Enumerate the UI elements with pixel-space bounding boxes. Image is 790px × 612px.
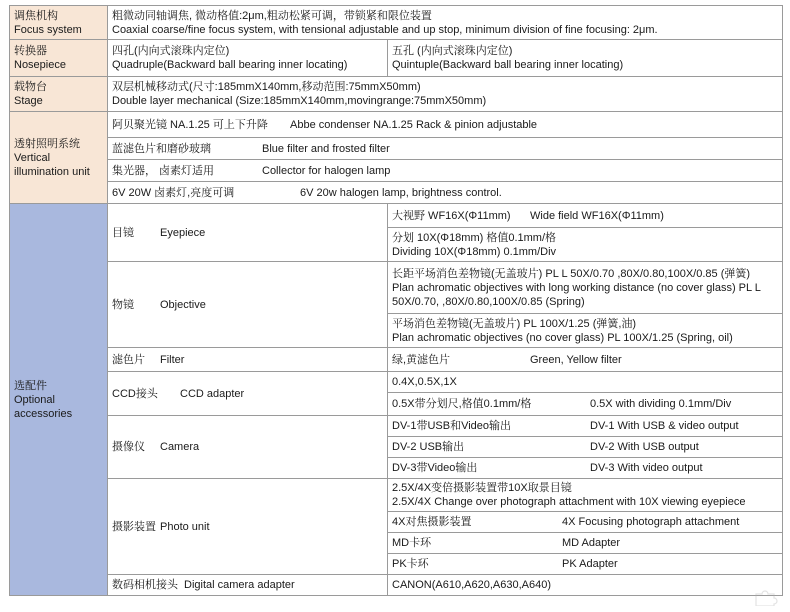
illumination-label-en2: illumination unit [14,165,90,178]
photo-row-en: 4X Focusing photograph attachment [562,516,740,528]
nosepiece-quadruple [108,40,388,77]
illumination-row-en: Collector for halogen lamp [262,164,391,177]
illumination-row-cn: 蓝滤色片和磨砂玻璃 [112,142,211,155]
eyepiece-wide-field [388,204,783,228]
eyepiece-label [108,204,388,262]
illumination-row-en: Abbe condenser NA.1.25 Rack & pinion adjustable [290,118,538,131]
illumination-row [108,182,783,204]
digital-camera-label-en: Digital camera adapter [184,579,295,591]
objective-label [108,262,388,348]
camera-row-en: DV-1 With USB & video output [590,420,739,432]
ccd-label-cn: CCD接头 [112,387,158,400]
digital-camera-label [108,575,388,596]
ccd-row-en: 0.5X with dividing 0.1mm/Div [590,398,732,410]
illumination-row [108,112,783,138]
illumination-label-en1: Vertical [14,151,51,164]
filter-value-cn: 绿,黄滤色片 [392,353,451,366]
objective-long-distance [388,262,783,314]
stage-desc [108,77,783,112]
camera-row-cn: DV-2 USB输出 [392,441,465,453]
nosepiece-label-cn: 转换器 [14,45,47,57]
stage-label-en: Stage [14,95,43,107]
camera-label-cn: 摄像仪 [112,441,145,453]
illumination-row-cn: 阿贝聚光镜 NA.1.25 可上下升降 [112,118,268,131]
photo-row-cn: 4X对焦摄影装置 [392,516,472,528]
photo-unit-label-cn: 摄影装置 [112,520,156,533]
eyepiece-wf-cn: 大视野 WF16X(Φ11mm) [392,209,511,222]
camera-row-cn: DV-3带Video输出 [392,462,478,474]
photo-unit-label [108,479,388,575]
camera-label-en: Camera [160,441,200,453]
ccd-row-value: 0.4X,0.5X,1X [392,376,457,388]
eyepiece-wf-en: Wide field WF16X(Φ11mm) [530,209,664,222]
illumination-label-cn: 透射照明系统 [14,137,80,150]
objective-plan-cn: 平场消色差物镜(无盖玻片) PL 100X/1.25 (弹簧,油) [392,317,637,330]
camera-row-en: DV-2 With USB output [590,441,699,453]
camera-row [388,437,783,458]
photo-row [388,533,783,554]
stage-desc-cn: 双层机械移动式(尺寸:185mmX140mm,移动范围:75mmX50mm) [112,81,421,93]
photo-row-cn: PK卡环 [392,558,429,570]
digital-camera-value-text: CANON(A610,A620,A630,A640) [392,579,551,591]
ccd-label-en: CCD adapter [180,387,245,400]
objective-plan-en: Plan achromatic objectives (no cover glass) PL 100X/1.25 (Spring, oil) [392,331,733,344]
focus-label [10,6,108,40]
photo-change-over [388,479,783,512]
photo-unit-label-en: Photo unit [160,520,210,533]
objective-plan [388,314,783,348]
camera-row [388,416,783,437]
ccd-row [388,393,783,416]
photo-row-en: PK Adapter [562,558,618,570]
objective-long-cn: 长距平场消色差物镜(无盖玻片) PL L 50X/0.70 ,80X/0.80,100X/0.85 (弹簧) [392,267,751,280]
camera-row-en: DV-3 With video output [590,462,703,474]
photo-row-cn: MD卡环 [392,537,432,549]
optional-label [10,204,108,596]
illumination-label [10,112,108,204]
illumination-row-cn: 6V 20W 卤素灯,亮度可调 [112,186,235,199]
stage-label-cn: 载物台 [14,81,47,93]
photo-row [388,512,783,533]
nosepiece-label-en: Nosepiece [14,59,66,71]
objective-long-en1: Plan achromatic objectives with long working distance (no cover glass) PL L [392,281,761,294]
filter-label-en: Filter [160,353,185,366]
filter-label [108,348,388,372]
illumination-row-en: 6V 20w halogen lamp, brightness control. [300,186,502,199]
nosepiece-label [10,40,108,77]
photo-change-en: 2.5X/4X Change over photograph attachment with 10X viewing eyepiece [392,496,746,508]
nosepiece-quin-en: Quintuple(Backward ball bearing inner locating) [392,59,624,71]
illumination-row-cn: 集光器， 卤素灯适用 [112,164,215,177]
nosepiece-quintuple [388,40,783,77]
objective-long-en2: 50X/0.70, ,80X/0.80,100X/0.85 (Spring) [392,295,585,308]
eyepiece-div-cn: 分划 10X(Φ18mm) 格值0.1mm/格 [392,231,557,244]
digital-camera-value [388,575,783,596]
ccd-label [108,372,388,416]
focus-desc-en: Coaxial coarse/fine focus system, with tensional adjustable and up stop, minimum division of fine focusing: 2μm. [112,23,658,36]
camera-label [108,416,388,479]
optional-label-en2: accessories [14,407,73,420]
filter-value-en: Green, Yellow filter [530,353,622,366]
objective-label-en: Objective [160,298,206,311]
focus-label-cn: 调焦机构 [14,9,58,22]
optional-label-cn: 选配件 [14,379,47,392]
spec-table [9,5,783,596]
nosepiece-quad-en: Quadruple(Backward ball bearing inner locating) [112,59,348,71]
filter-label-cn: 滤色片 [112,353,145,366]
illumination-row [108,138,783,160]
focus-desc [108,6,783,40]
eyepiece-dividing [388,228,783,262]
puzzle-watermark-icon [754,588,784,606]
photo-row-en: MD Adapter [562,537,621,549]
camera-row [388,458,783,479]
ccd-row-cn: 0.5X带分划尺,格值0.1mm/格 [392,398,532,410]
digital-camera-label-cn: 数码相机接头 [112,579,178,591]
objective-label-cn: 物镜 [112,298,134,311]
eyepiece-label-en: Eyepiece [160,226,206,239]
illumination-row-en: Blue filter and frosted filter [262,142,390,155]
focus-label-en: Focus system [14,23,82,36]
illumination-row [108,160,783,182]
nosepiece-quad-cn: 四孔(内向式滚珠内定位) [112,45,230,57]
nosepiece-quin-cn: 五孔 (内向式滚珠内定位) [392,45,513,57]
stage-label [10,77,108,112]
filter-value [388,348,783,372]
ccd-row [388,372,783,393]
optional-label-en1: Optional [14,393,55,406]
camera-row-cn: DV-1带USB和Video输出 [392,420,512,432]
photo-change-cn: 2.5X/4X变倍摄影装置带10X取景目镜 [392,482,572,494]
focus-desc-cn: 粗微动同轴调焦, 微动格值:2μm,粗动松紧可调，带锁紧和限位装置 [112,9,432,22]
photo-row [388,554,783,575]
eyepiece-label-cn: 目镜 [112,226,134,239]
eyepiece-div-en: Dividing 10X(Φ18mm) 0.1mm/Div [392,245,557,258]
stage-desc-en: Double layer mechanical (Size:185mmX140mm,movingrange:75mmX50mm) [112,95,487,107]
